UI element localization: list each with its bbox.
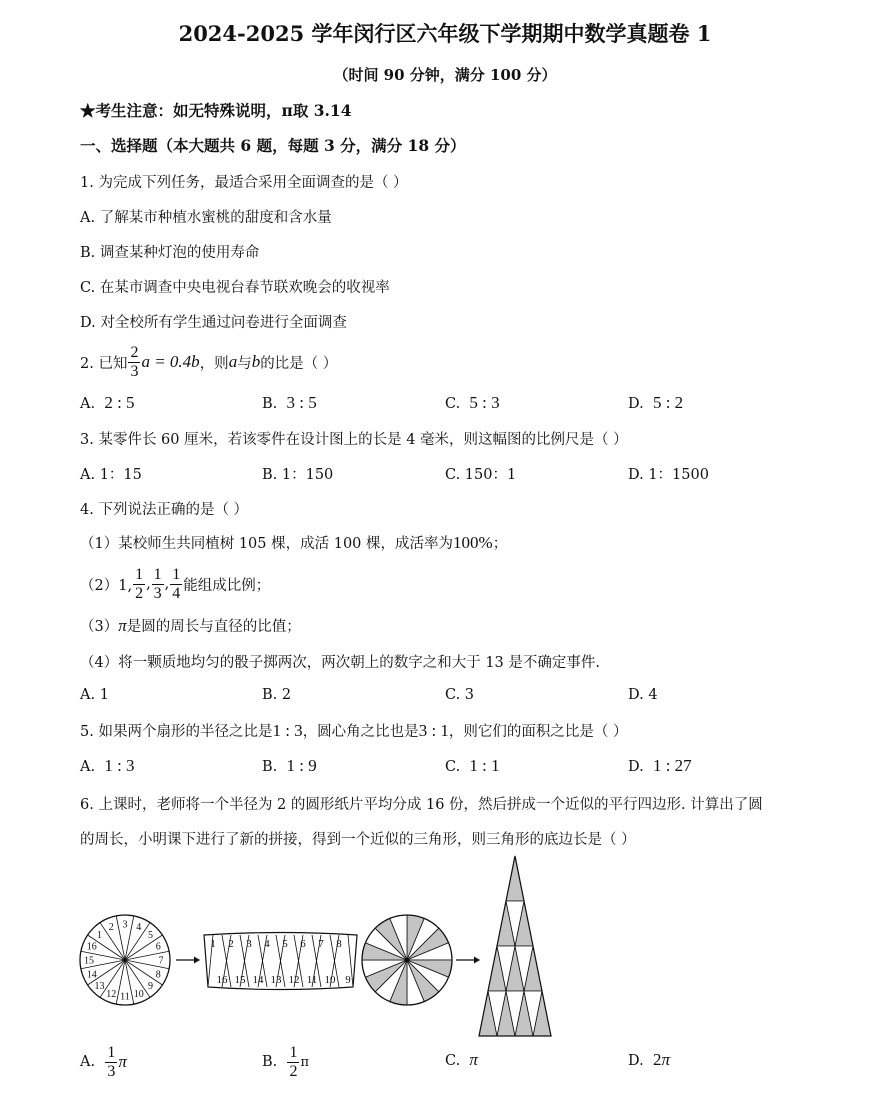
sector-number: 13 xyxy=(94,980,105,992)
sector-number: 8 xyxy=(155,969,161,981)
strip-top-number: 2 xyxy=(228,938,234,950)
q2-equation: a = 0.4b xyxy=(141,352,200,371)
question-5-option-d: D. 1 : 27 xyxy=(628,756,692,775)
question-3-option-b: B. 1：150 xyxy=(262,467,334,483)
strip-bottom-number: 9 xyxy=(345,974,351,986)
triangle-arrangement xyxy=(479,856,551,1036)
question-4-statement-1: （1）某校师生共同植树 105 棵，成活 100 棵，成活率为100%； xyxy=(80,533,508,552)
q2-frac-num: 2 xyxy=(130,343,139,361)
strip-bottom-number: 10 xyxy=(324,974,336,986)
strip-top-number: 3 xyxy=(246,938,252,950)
survival-rate-value: 100% xyxy=(453,533,493,552)
strip-bottom-number: 12 xyxy=(288,974,300,986)
radius-ratio: 1 : 3 xyxy=(272,721,303,740)
question-2-option-d: D. 5 : 2 xyxy=(628,393,684,412)
q2-var-b: b xyxy=(251,352,261,371)
question-6-line-1: 6. 上课时，老师将一个半径为 2 的圆形纸片平均分成 16 份，然后拼成一个近似的平行四边形. 计算出了圆 xyxy=(80,797,763,813)
q2-prefix: 2. 已知 xyxy=(80,355,128,372)
q2-var-a: a xyxy=(228,352,238,371)
question-3-option-c: C. 150：1 xyxy=(445,467,517,483)
question-6-line-2: 的周长，小明课下进行了新的拼接，得到一个近似的三角形，则三角形的底边长是（ ） xyxy=(80,832,636,848)
strip-top-number: 5 xyxy=(282,938,288,950)
question-4-statement-4: （4）将一颗质地均匀的骰子掷两次，两次朝上的数字之和大于 13 是不确定事件. xyxy=(80,655,601,671)
strip-top-number: 1 xyxy=(210,938,216,950)
sector-number: 14 xyxy=(86,969,97,981)
parallelogram-strip xyxy=(204,933,357,990)
strip-bottom-number: 15 xyxy=(234,974,246,986)
question-1-option-d: D. 对全校所有学生通过问卷进行全面调查 xyxy=(80,315,347,331)
question-6-option-b: B. $\frac{1}{2}$ π xyxy=(262,1043,310,1080)
question-6-option-d: D. 2π xyxy=(628,1050,670,1069)
sector-number: 15 xyxy=(84,955,94,967)
sector-number: 6 xyxy=(155,941,161,953)
question-5-option-b: B. 1 : 9 xyxy=(262,756,317,775)
q2-middle: ，则 xyxy=(199,355,229,372)
strip-top-number: 7 xyxy=(318,938,324,950)
question-3-option-a: A. 1：15 xyxy=(80,467,142,483)
question-6-option-a: A. $\frac{1}{3}$ π xyxy=(80,1043,127,1080)
question-4-statement-2: （2）1, $\frac{1}{2}$ , $\frac{1}{3}$ , $\frac{1}{4}$ 能组成比例； xyxy=(80,565,271,602)
sector-number: 9 xyxy=(147,980,153,992)
page-title: 2024-2025 学年闵行区六年级下学期期中数学真题卷 1 xyxy=(178,21,712,46)
sector-number: 4 xyxy=(136,922,142,934)
strip-bottom-number: 13 xyxy=(270,974,282,986)
question-1-option-a: A. 了解某市种植水蜜桃的甜度和含水量 xyxy=(80,210,332,226)
s2-fraction-2: $\frac{1}{3}$ xyxy=(153,565,162,602)
sector-number: 12 xyxy=(106,988,117,1000)
q2-fraction xyxy=(128,344,140,381)
sector-number: 5 xyxy=(147,930,153,942)
sector-number: 11 xyxy=(120,991,130,1003)
sector-number: 7 xyxy=(158,955,164,967)
candidate-notice: ★考生注意：如无特殊说明，π取 3.14 xyxy=(80,101,352,120)
q2-yu: 与 xyxy=(237,355,252,372)
question-3-stem: 3. 某零件长 60 厘米，若该零件在设计图上的长是 4 毫米，则这幅图的比例尺是（ ） xyxy=(80,432,628,448)
arrow-right-icon xyxy=(176,957,200,964)
question-6-figure xyxy=(70,850,570,1042)
question-5-stem: 5. 如果两个扇形的半径之比是1 : 3，圆心角之比也是3 : 1，则它们的面积之比是（ ） xyxy=(80,721,628,740)
strip-bottom-number: 11 xyxy=(306,974,318,986)
question-1-option-b: B. 调查某种灯泡的使用寿命 xyxy=(80,245,260,261)
strip-top-number: 6 xyxy=(300,938,306,950)
question-1-stem: 1. 为完成下列任务，最适合采用全面调查的是（ ） xyxy=(80,175,408,191)
arrow-right-icon xyxy=(456,957,480,964)
question-2-option-c: C. 5 : 3 xyxy=(445,393,500,412)
pi-symbol: π xyxy=(118,616,127,635)
strip-bottom-number: 14 xyxy=(252,974,264,986)
angle-ratio: 3 : 1 xyxy=(418,721,449,740)
sector-number: 3 xyxy=(122,919,128,931)
sector-number: 10 xyxy=(133,988,144,1000)
sector-number: 16 xyxy=(86,941,97,953)
question-5-option-c: C. 1 : 1 xyxy=(445,756,500,775)
shaded-circle xyxy=(362,915,452,1005)
sector-number: 1 xyxy=(97,930,103,942)
numbered-circle xyxy=(80,915,170,1005)
question-4-stem: 4. 下列说法正确的是（ ） xyxy=(80,502,249,518)
strip-top-number: 8 xyxy=(336,938,342,950)
strip-bottom-number: 16 xyxy=(216,974,228,986)
question-4-option-b: B. 2 xyxy=(262,687,292,703)
q2-suffix: 的比是（ ） xyxy=(260,355,338,372)
question-4-option-c: C. 3 xyxy=(445,687,475,703)
question-5-option-a: A. 1 : 3 xyxy=(80,756,135,775)
question-1-option-c: C. 在某市调查中央电视台春节联欢晚会的收视率 xyxy=(80,280,390,296)
question-2-option-b: B. 3 : 5 xyxy=(262,393,317,412)
s2-fraction-3: $\frac{1}{4}$ xyxy=(172,565,181,602)
sector-number: 2 xyxy=(108,922,114,934)
question-4-statement-3: （3）π是圆的周长与直径的比值； xyxy=(80,616,301,635)
s2-fraction-1: $\frac{1}{2}$ xyxy=(135,565,144,602)
q2-frac-den: 3 xyxy=(130,362,139,380)
question-6-option-c: C. π xyxy=(445,1050,478,1069)
shaded-wedge xyxy=(506,856,524,901)
strip-top-number: 4 xyxy=(264,938,270,950)
exam-info: （时间 90 分钟，满分 100 分） xyxy=(333,66,557,84)
question-4-option-a: A. 1 xyxy=(80,687,109,703)
section-heading: 一、选择题（本大题共 6 题，每题 3 分，满分 18 分） xyxy=(80,136,466,155)
question-3-option-d: D. 1：1500 xyxy=(628,467,709,483)
question-2-stem xyxy=(80,342,337,382)
question-4-option-d: D. 4 xyxy=(628,687,658,703)
question-2-option-a: A. 2 : 5 xyxy=(80,393,135,412)
